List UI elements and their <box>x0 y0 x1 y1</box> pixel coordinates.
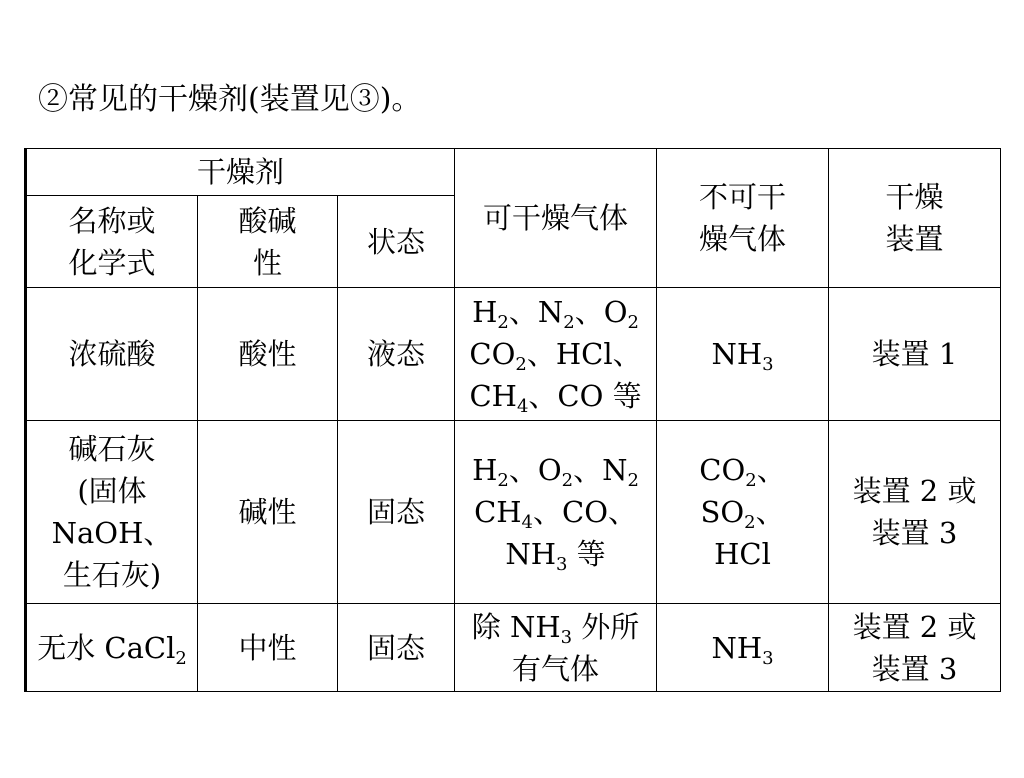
cell-undryable <box>657 421 829 604</box>
formula-line: $CO_2$、 <box>699 453 786 491</box>
formula-line: 除 $NH_3$ 外所 <box>471 609 640 648</box>
subscript: 2 <box>744 512 756 533</box>
name-line: (固体 <box>77 474 147 508</box>
formula-line: $SO_2$、 <box>700 495 785 533</box>
subscript: 2 <box>561 470 574 491</box>
formula-line: $NH_3$ <box>711 630 774 669</box>
cell-name <box>26 288 198 421</box>
header-undryable-line: 不可干 <box>699 180 787 214</box>
apparatus-line: 装置 1 <box>871 337 958 371</box>
subscript: 3 <box>560 626 573 648</box>
apparatus-line: 装置 3 <box>871 651 958 686</box>
header-apparatus <box>829 149 1001 288</box>
cell-acidity: 中性 <box>198 604 338 692</box>
header-acidity <box>198 196 338 288</box>
cell-apparatus <box>829 288 1001 421</box>
header-apparatus-line: 装置 <box>885 222 944 256</box>
header-name-line: 化学式 <box>68 245 156 280</box>
header-acidity-line: 酸碱 <box>238 203 297 238</box>
cell-undryable <box>657 604 829 692</box>
subscript: 2 <box>497 312 509 333</box>
formula-line: $CH_4$、CO、 <box>474 495 637 533</box>
formula-line: HCl <box>714 537 771 571</box>
cell-dryable <box>455 604 657 692</box>
cell-apparatus <box>829 604 1001 692</box>
apparatus-line: 装置 3 <box>871 516 958 550</box>
subscript: 2 <box>563 312 575 333</box>
header-name-line: 名称或 <box>68 203 156 238</box>
header-row-1 <box>26 149 1001 196</box>
cell-acidity: 碱性 <box>198 421 338 604</box>
subscript: 2 <box>627 312 639 333</box>
subscript: 2 <box>497 470 509 491</box>
formula-line: 无水 CaCl$_2$ <box>37 630 187 669</box>
table-row <box>26 288 1001 421</box>
apparatus-line: 装置 2 或 <box>852 474 977 508</box>
cell-apparatus <box>829 421 1001 604</box>
subscript: 2 <box>515 354 527 375</box>
formula-line: $NH_3$ 等 <box>505 537 606 575</box>
table-row <box>26 604 1001 692</box>
cell-state: 固态 <box>338 421 455 604</box>
name-line: 碱石灰 <box>68 432 156 466</box>
cell-name <box>26 604 198 692</box>
cell-acidity: 酸性 <box>198 288 338 421</box>
header-name <box>26 196 198 288</box>
formula-line: $NH_3$ <box>711 337 774 375</box>
cell-state: 固态 <box>338 604 455 692</box>
subscript: 2 <box>627 470 639 491</box>
apparatus-line: 装置 2 或 <box>852 609 977 644</box>
formula-line: $H_2$、$N_2$、$O_2$ <box>472 295 639 333</box>
name-line: 浓硫酸 <box>68 337 156 371</box>
header-state: 状态 <box>338 196 455 288</box>
header-undryable-gases <box>657 149 829 288</box>
section-heading: ②常见的干燥剂(装置见③)。 <box>38 82 422 117</box>
subscript: 2 <box>745 470 757 491</box>
cell-state: 液态 <box>338 288 455 421</box>
cell-undryable <box>657 288 829 421</box>
subscript: 3 <box>762 647 774 669</box>
subscript: 2 <box>175 647 187 669</box>
cell-name <box>26 421 198 604</box>
formula-line: $CO_2$、HCl、 <box>469 337 642 375</box>
header-dryable-gases: 可干燥气体 <box>455 149 657 288</box>
header-desiccant: 干燥剂 <box>26 149 455 196</box>
subscript: 3 <box>762 354 774 375</box>
name-line: NaOH、 <box>51 516 173 550</box>
header-apparatus-line: 干燥 <box>885 180 944 214</box>
header-undryable-line: 燥气体 <box>699 222 787 256</box>
cell-dryable <box>455 288 657 421</box>
desiccant-table <box>24 148 1001 692</box>
formula-line: 有气体 <box>512 651 600 686</box>
subscript: 4 <box>521 512 533 533</box>
table-row <box>26 421 1001 604</box>
subscript: 3 <box>556 554 568 575</box>
formula-line: $CH_4$、CO 等 <box>469 379 642 417</box>
cell-dryable <box>455 421 657 604</box>
name-line: 生石灰) <box>62 558 162 592</box>
header-acidity-line: 性 <box>252 245 282 280</box>
formula-line: $H_2$、$O_2$、$N_2$ <box>472 453 639 491</box>
subscript: 4 <box>516 396 529 417</box>
